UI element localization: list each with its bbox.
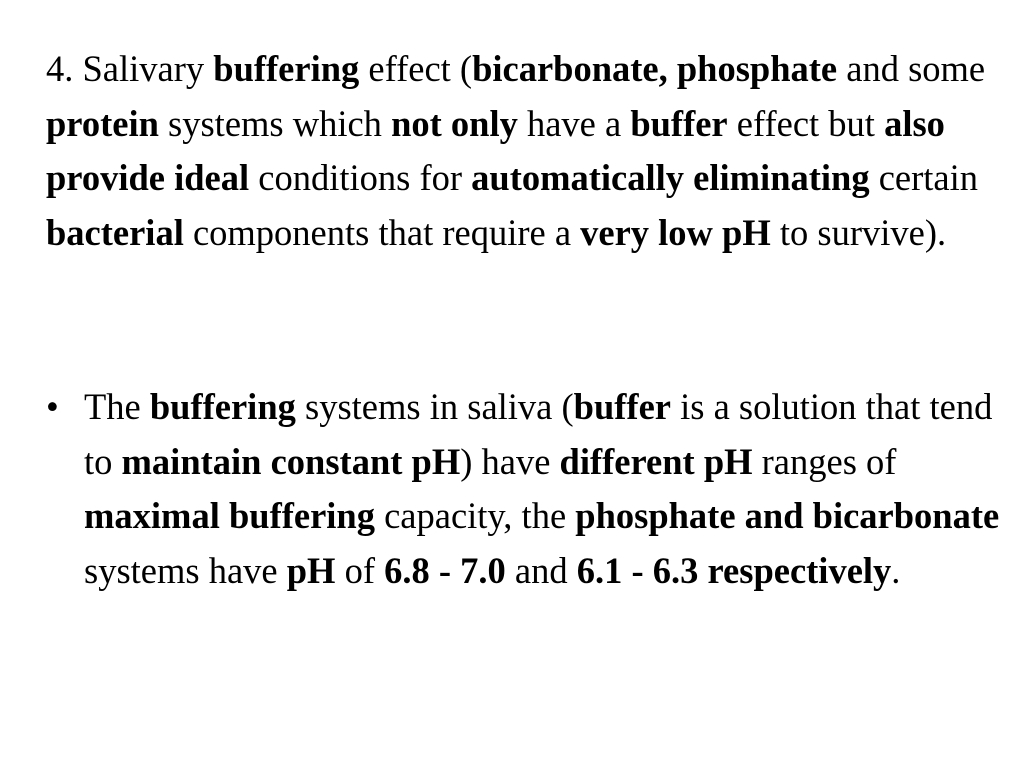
text-segment: The <box>84 386 150 427</box>
text-segment: capacity, the <box>374 495 576 536</box>
bold-text-segment: not only <box>391 102 518 144</box>
text-segment: of <box>335 549 385 591</box>
bold-text-segment: 6.1 - 6.3 respectively <box>576 549 892 591</box>
bold-text-segment: buffering <box>149 386 296 427</box>
bullet-text <box>84 380 1011 598</box>
text-segment: to survive). <box>770 211 947 253</box>
bold-text-segment: protein <box>46 102 159 144</box>
bold-text-segment: automatically eliminating <box>471 157 870 198</box>
bullet-item <box>46 380 1011 598</box>
intro-paragraph <box>46 42 1011 260</box>
text-segment: and some <box>837 48 986 89</box>
bold-text-segment: buffering <box>213 48 360 89</box>
text-segment: ) have <box>460 440 560 482</box>
text-segment: conditions for <box>249 157 472 198</box>
bold-text-segment: pH <box>286 549 336 591</box>
text-segment: systems have <box>84 549 287 591</box>
bold-text-segment: phosphate and bicarbonate <box>575 495 1000 536</box>
text-segment: systems which <box>158 102 392 144</box>
bold-text-segment: maintain constant pH <box>121 440 461 482</box>
bold-text-segment: buffer <box>573 386 671 427</box>
text-segment: have a <box>517 102 631 144</box>
text-segment: 4. Salivary <box>46 48 214 89</box>
text-segment: components that require a <box>183 211 581 253</box>
bold-text-segment: bacterial <box>46 211 184 253</box>
bold-text-segment: buffer <box>630 102 728 144</box>
text-segment: systems in saliva ( <box>295 386 574 427</box>
text-segment: effect but <box>727 102 885 144</box>
text-segment: and <box>505 549 577 591</box>
text-segment: is a solution that tend to <box>84 386 993 482</box>
bold-text-segment: maximal buffering <box>84 495 375 536</box>
text-segment: certain <box>869 157 979 198</box>
text-segment: ranges of <box>752 440 897 482</box>
bold-text-segment: very low pH <box>580 211 771 253</box>
bold-text-segment: bicarbonate, phosphate <box>472 48 838 89</box>
text-segment: effect ( <box>359 48 473 89</box>
bold-text-segment: 6.8 - 7.0 <box>384 549 506 591</box>
bullet-glyph: • <box>46 386 59 427</box>
text-segment: . <box>891 549 901 591</box>
bold-text-segment: also provide ideal <box>46 102 945 198</box>
bold-text-segment: different pH <box>559 440 753 482</box>
